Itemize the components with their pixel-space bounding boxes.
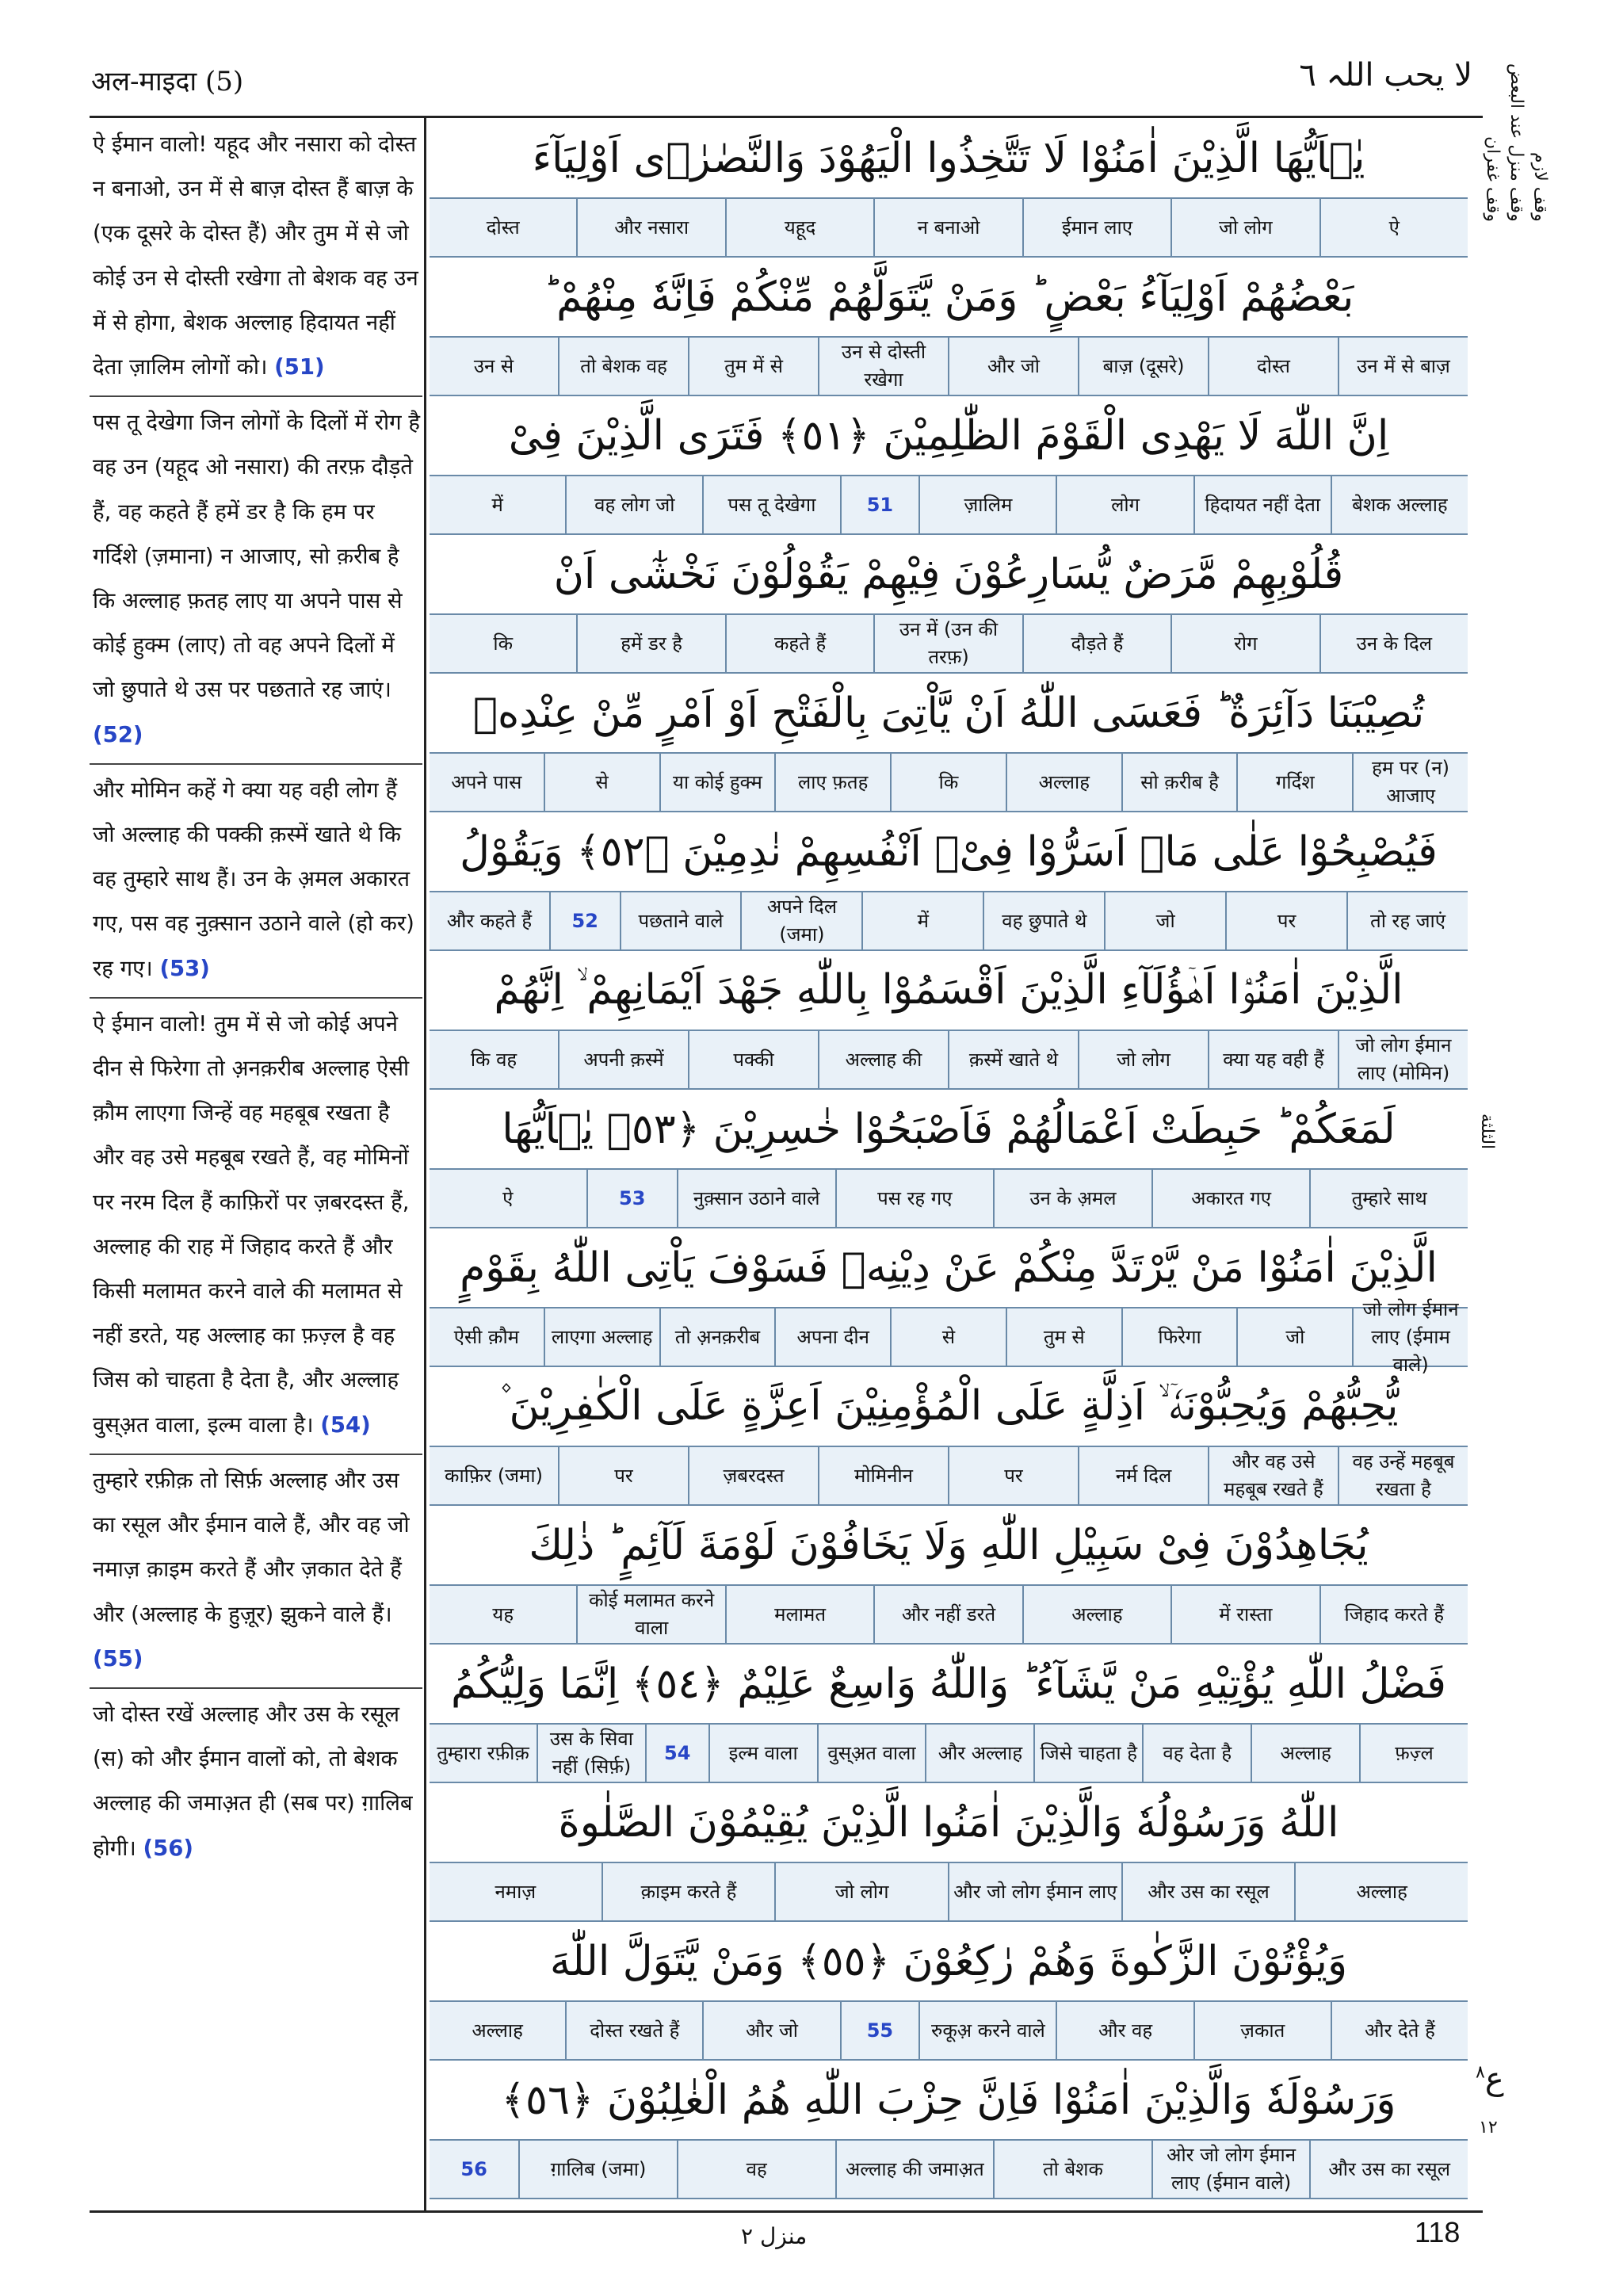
verse-number: (54) [320, 1412, 371, 1438]
word-meaning-cell: सो क़रीब है [1121, 754, 1237, 811]
surah-header: अल-माइदा (5) [91, 66, 244, 97]
verse-number: (53) [159, 955, 210, 981]
word-meaning-cell: क़स्में खाते थे [948, 1031, 1078, 1088]
word-meaning-cell: से [544, 754, 659, 811]
word-meaning-cell: पर [558, 1447, 688, 1504]
word-meaning-cell: वह [677, 2141, 835, 2198]
word-meaning-cell: लाएगा अल्लाह [544, 1308, 659, 1366]
arabic-line: قُلُوْبِهِمْ مَّرَضٌ يُّسَارِعُوْنَ فِيْهِمْ يَقُوْلُوْنَ نَخْشٰٓى اَنْ [553, 550, 1344, 598]
thalatha-mark: الثلثة [1477, 1114, 1497, 1150]
word-meaning-cell: उन से [473, 354, 514, 377]
word-meaning-cell: अकारत गए [1151, 1170, 1310, 1227]
word-meaning-row [430, 475, 1468, 535]
arabic-line: يُجَاهِدُوْنَ فِىْ سَبِيْلِ اللّٰهِ وَلَا يَخَافُوْنَ لَوْمَةَ لَآئِمٍ ؕ ذٰلِكَ [529, 1521, 1369, 1569]
translation-text: तुम्हारे रफ़ीक़ तो सिर्फ़ अल्लाह और उस का रसूल और ईमान वाले हैं, और वह जो नमाज़ क़ाइम करते हैं और ज़कात देते हैं और (अल्लाह के हुज़ूर) झुकने वाले हैं। [93, 1467, 410, 1627]
word-meaning-cell: गर्दिश [1236, 754, 1352, 811]
word-meaning-cell: कोई मलामत करने वाला [576, 1586, 724, 1643]
word-meaning-cell: ज़बरदस्त [688, 1447, 818, 1504]
arabic-line: بَعْضُهُمْ اَوْلِيَآءُ بَعْضٍ ؕ وَمَنْ يَّتَوَلَّهُمْ مِّنْكُمْ فَاِنَّهٗ مِنْهُمْ ؕ [543, 273, 1354, 321]
word-meaning-cell: वुस्अ़त वाला [817, 1725, 926, 1782]
word-meaning-cell: तो बेशक वह [558, 338, 688, 395]
word-meaning-cell: और उस का रसूल [1309, 2141, 1468, 2198]
word-meaning-cell: अपने पास [451, 770, 522, 793]
word-meaning-cell: लाए फ़तह [774, 754, 890, 811]
word-meaning-cell: से [890, 1308, 1006, 1366]
word-meaning-cell: कि वह [470, 1048, 517, 1071]
word-meaning-cell: में रास्ता [1170, 1586, 1319, 1643]
word-meaning-row [430, 2000, 1468, 2061]
translation-text: पस तू देखेगा जिन लोगों के दिलों में रोग है वह उन (यहूद ओ नसारा) की तरफ़ दौड़ते हैं, वह कहते हैं हमें डर है कि हम पर गर्दिशे (ज़माना) न आजाए, सो क़रीब है कि अल्लाह फ़तह लाए या अपने पास से कोई हुक्म (लाए) तो वह अपने दिलों में जो छुपाते थे उस पर पछताते रह जाएं। [93, 410, 420, 703]
word-meaning-cell: पस रह गए [835, 1170, 994, 1227]
word-meaning-cell: और जो [948, 338, 1078, 395]
word-meaning-cell: उन के दिल [1319, 615, 1468, 672]
word-meaning-cell: नर्म दिल [1078, 1447, 1208, 1504]
word-meaning-cell: क़ाइम करते हैं [601, 1863, 775, 1920]
word-meaning-cell: पस तू देखेगा [702, 476, 839, 533]
word-meaning-cell: रोग [1170, 615, 1319, 672]
word-meaning-cell: जो लोग [774, 1863, 948, 1920]
word-meaning-cell: बाज़ (दूसरे) [1078, 338, 1208, 395]
word-meaning-cell: 55 [840, 2002, 919, 2059]
word-meaning-row [430, 1723, 1468, 1783]
arabic-line: يُّحِبُّهُمْ وَيُحِبُّوْنَهٗۤ ۙ اَذِلَّةٍ عَلَى الْمُؤْمِنِيْنَ اَعِزَّةٍ عَلَى الْكٰفِرِيْنَ ۫ [498, 1382, 1399, 1430]
arabic-line: تُصِيْبَنَا دَآئِرَةٌ ؕ فَعَسَى اللّٰهُ اَنْ يَّاْتِىَ بِالْفَتْحِ اَوْ اَمْرٍ مِّنْ عِنْدِهٖ [472, 689, 1425, 737]
word-meaning-row [430, 1168, 1468, 1228]
word-meaning-cell: उन के अ़मल [993, 1170, 1151, 1227]
translation-paragraph [90, 1689, 422, 1877]
word-meaning-cell: ज़कात [1193, 2002, 1331, 2059]
word-meaning-cell: और जो [702, 2002, 839, 2059]
word-meaning-cell: और नसारा [576, 199, 724, 256]
word-meaning-cell: नमाज़ [495, 1880, 537, 1903]
word-meaning-cell: अपना दीन [774, 1308, 890, 1366]
word-meaning-cell: में [491, 493, 503, 516]
word-meaning-row [430, 613, 1468, 674]
arabic-line: لَمَعَكُمْ ؕ حَبِطَتْ اَعْمَالُهُمْ فَاَصْبَحُوْا خٰسِرِيْنَ ﴿٥٣﴾ يٰۤاَيُّهَا [502, 1105, 1396, 1153]
word-meaning-row [430, 752, 1468, 812]
verse-number: (56) [143, 1835, 193, 1861]
word-meaning-cell: और वह उसे महबूब रखते हैं [1208, 1447, 1338, 1504]
word-meaning-cell: वह उन्हें महबूब रखता है [1338, 1447, 1468, 1504]
waqf-note: وقف غفران [1483, 136, 1503, 222]
word-meaning-cell: कि [890, 754, 1006, 811]
arabic-line: وَرَسُوْلَهٗ وَالَّذِيْنَ اٰمَنُوْا فَاِنَّ حِزْبَ اللّٰهِ هُمُ الْغٰلِبُوْنَ ﴿٥٦﴾ [501, 2076, 1396, 2124]
translation-text: और मोमिन कहें गे क्या यह वही लोग हैं जो अल्लाह की पक्की क़स्में खाते थे कि वह तुम्हारे साथ हैं। उन के अ़मल अकारत गए, पस वह नुक़्सान उठाने वाले (हो कर) रह गए। [93, 777, 414, 981]
word-meaning-row [430, 1030, 1468, 1090]
word-meaning-cell: हम पर (न) आजाए [1352, 754, 1468, 811]
word-meaning-cell: 56 [460, 2157, 487, 2180]
word-meaning-row [430, 1862, 1468, 1922]
waqf-notes [1480, 63, 1552, 222]
ruku-letter: ع [1484, 2061, 1504, 2097]
word-meaning-cell: अल्लाह [472, 2019, 523, 2042]
word-meaning-cell: और वह [1056, 2002, 1193, 2059]
translation-paragraph [90, 119, 422, 397]
word-meaning-cell: फिरेगा [1121, 1308, 1237, 1366]
word-meaning-cell: अपने दिल (जमा) [740, 892, 861, 949]
word-meaning-cell: तो रह जाएं [1346, 892, 1468, 949]
manzil-label: منزل ٢ [741, 2223, 808, 2249]
word-meaning-row [430, 2139, 1468, 2199]
page-number: 118 [1415, 2216, 1461, 2248]
verse-number: (52) [93, 721, 143, 747]
word-meaning-cell: वह देता है [1142, 1725, 1251, 1782]
word-meaning-cell: दोस्त [1208, 338, 1338, 395]
word-meaning-cell: 52 [549, 892, 620, 949]
word-meaning-cell: ऐ [1319, 199, 1468, 256]
translation-paragraph [90, 1455, 422, 1689]
word-meaning-cell: पर [1225, 892, 1346, 949]
arabic-line: الَّذِيْنَ اٰمَنُوْۤا اَهٰۤؤُلَآءِ الَّذِيْنَ اَقْسَمُوْا بِاللّٰهِ جَهْدَ اَيْمَانِهِمْ ۙ اِنَّهُمْ [494, 966, 1403, 1014]
translation-text: जो दोस्त रखें अल्लाह और उस के रसूल (स) को और ईमान वालों को, तो बेशक अल्लाह की जमाअ़त ही (सब पर) ग़ालिब होगी। [93, 1701, 413, 1861]
word-meaning-cell: जो लोग [1078, 1031, 1208, 1088]
translation-paragraph [90, 765, 422, 999]
column-divider [424, 116, 426, 2210]
word-meaning-cell: जिसे चाहता है [1033, 1725, 1142, 1782]
translation-text: ऐ ईमान वालो! यहूद और नसारा को दोस्त न बनाओ, उन में से बाज़ दोस्त हैं बाज़ के (एक दूसरे के दोस्त हैं) और तुम में से जो कोई उन से दोस्ती रखेगा तो बेशक वह उन में से होगा, बेशक अल्लाह हिदायत नहीं देता ज़ालिम लोगों को। [93, 132, 418, 380]
word-meaning-cell: यहूद [725, 199, 873, 256]
word-meaning-cell: नुक़्सान उठाने वाले [677, 1170, 835, 1227]
word-meaning-cell: कि [493, 632, 514, 655]
word-meaning-cell: तुम से [1006, 1308, 1121, 1366]
word-meaning-cell: उन से दोस्ती रखेगा [818, 338, 948, 395]
word-meaning-cell: जो [1104, 892, 1225, 949]
word-meaning-row [430, 1297, 1468, 1376]
word-meaning-cell: तो अ़नक़रीब [659, 1308, 775, 1366]
word-meaning-cell: वह छुपाते थे [983, 892, 1104, 949]
word-meaning-cell: जो लोग ईमान लाए (ईमाम वाले) [1352, 1308, 1468, 1366]
word-meaning-cell: दोस्त रखते हैं [565, 2002, 702, 2059]
word-meaning-row [430, 1584, 1468, 1645]
word-meaning-cell: ग़ालिब (जमा) [518, 2141, 677, 2198]
word-meaning-cell: ऐसी क़ौम [453, 1325, 520, 1348]
translation-paragraph [90, 999, 422, 1455]
word-meaning-cell: या कोई हुक्म [659, 754, 775, 811]
arabic-line: فَيُصْبِحُوْا عَلٰى مَاۤ اَسَرُّوْا فِىْۤ اَنْفُسِهِمْ نٰدِمِيْنَ ﴿٥٢﴾ وَيَقُوْلُ [460, 827, 1438, 876]
word-meaning-row [430, 891, 1468, 951]
word-meaning-cell: जो [1236, 1308, 1352, 1366]
word-meaning-cell: पक्की [688, 1031, 818, 1088]
word-meaning-cell: यह [492, 1603, 514, 1626]
ruku-number: ٨ [1476, 2062, 1485, 2083]
word-meaning-cell: कहते हैं [725, 615, 873, 672]
word-meaning-cell: और उस का रसूल [1121, 1863, 1295, 1920]
word-meaning-cell: इल्म वाला [708, 1725, 817, 1782]
word-meaning-cell: हिदायत नहीं देता [1193, 476, 1331, 533]
word-meaning-cell: तुम्हारे साथ [1309, 1170, 1468, 1227]
word-meaning-cell: ओर जो लोग ईमान लाए (ईमान वाले) [1151, 2141, 1310, 2198]
arabic-line: وَيُؤْتُوْنَ الزَّكٰوةَ وَهُمْ رٰكِعُوْنَ ﴿٥٥﴾ وَمَنْ يَّتَوَلَّ اللّٰهَ [549, 1937, 1348, 1985]
word-meaning-cell: काफ़िर (जमा) [445, 1464, 543, 1487]
word-meaning-cell: अल्लाह [1251, 1725, 1359, 1782]
word-meaning-cell: लोग [1056, 476, 1193, 533]
word-meaning-cell: ईमान लाए [1022, 199, 1170, 256]
word-meaning-cell: मलामत [725, 1586, 873, 1643]
word-meaning-cell: क्या यह वही हैं [1208, 1031, 1338, 1088]
word-meaning-cell: तो बेशक [993, 2141, 1151, 2198]
ruku-mark [1476, 2061, 1504, 2097]
word-meaning-cell: ऐ [502, 1186, 514, 1209]
word-meaning-cell: 53 [586, 1170, 677, 1227]
word-meaning-cell: पछताने वाले [620, 892, 741, 949]
word-meaning-cell: ज़ालिम [918, 476, 1056, 533]
word-meaning-cell: अल्लाह [1022, 1586, 1170, 1643]
arabic-line: يٰۤاَيُّهَا الَّذِيْنَ اٰمَنُوْا لَا تَتَّخِذُوا الْيَهُوْدَ وَالنَّصٰرٰۤى اَوْلِيَآءَ [532, 134, 1365, 182]
word-meaning-cell: और नहीं डरते [873, 1586, 1022, 1643]
word-meaning-row [430, 336, 1468, 396]
word-meaning-cell: अपनी क़स्में [558, 1031, 688, 1088]
translation-text: ऐ ईमान वालो! तुम में से जो कोई अपने दीन से फिरेगा तो अ़नक़रीब अल्लाह ऐसी क़ौम लाएगा जिन्हें वह महबूब रखता है और वह उसे महबूब रखते हैं, वह मोमिनों पर नरम दिल हैं काफ़िरों पर ज़बरदस्त हैं, अल्लाह की राह में जिहाद करते हैं और किसी मलामत करने वाले की मलामत से नहीं डरते, यह अल्लाह का फ़ज़्ल है वह जिस को चाहता है देता है, और अल्लाह वुस्अ़त वाला, इल्म वाला है। [93, 1010, 410, 1438]
word-meaning-cell: अल्लाह की [818, 1031, 948, 1088]
verse-number: (55) [93, 1645, 143, 1671]
word-meaning-cell: तुम्हारा रफ़ीक़ [437, 1741, 529, 1764]
word-meaning-cell: उन में से बाज़ [1338, 338, 1468, 395]
word-meaning-cell: दोस्त [486, 216, 520, 239]
word-meaning-cell: बेशक अल्लाह [1331, 476, 1468, 533]
word-meaning-cell: अल्लाह [1294, 1863, 1468, 1920]
arabic-line: اللّٰهُ وَرَسُوْلُهٗ وَالَّذِيْنَ اٰمَنُوا الَّذِيْنَ يُقِيْمُوْنَ الصَّلٰوةَ [558, 1798, 1339, 1847]
waqf-note: وقف منزل عند البعض [1507, 63, 1526, 222]
word-meaning-cell: उन में (उन की तरफ़) [873, 615, 1022, 672]
translation-column [90, 119, 422, 2208]
verse-number: (51) [274, 354, 325, 380]
word-meaning-cell: फ़ज़्ल [1359, 1725, 1468, 1782]
word-meaning-cell: 51 [840, 476, 919, 533]
ruku-sub: ١٢ [1479, 2118, 1498, 2137]
word-meaning-cell: तुम में से [688, 338, 818, 395]
waqf-note: وقف لازم [1530, 152, 1550, 222]
juz-header: لا یحب اللہ ٦ [1299, 57, 1472, 94]
word-meaning-cell: और जो लोग ईमान लाए [948, 1863, 1121, 1920]
arabic-column [430, 119, 1468, 2199]
word-meaning-cell: 54 [645, 1725, 708, 1782]
word-meaning-cell: रुकूअ़ करने वाले [918, 2002, 1056, 2059]
word-meaning-cell: हमें डर है [576, 615, 724, 672]
arabic-line: اِنَّ اللّٰهَ لَا يَهْدِى الْقَوْمَ الظّٰلِمِيْنَ ﴿٥١﴾ فَتَرَى الَّذِيْنَ فِىْ [508, 411, 1389, 460]
word-meaning-row [430, 1446, 1468, 1506]
word-meaning-cell: जो लोग [1170, 199, 1319, 256]
word-meaning-cell: जो लोग ईमान लाए (मोमिन) [1338, 1031, 1468, 1088]
translation-paragraph [90, 397, 422, 765]
word-meaning-cell: न बनाओ [873, 199, 1022, 256]
word-meaning-cell: दौड़ते हैं [1022, 615, 1170, 672]
word-meaning-cell: पर [948, 1447, 1078, 1504]
word-meaning-cell: और कहते हैं [446, 909, 533, 932]
arabic-line: الَّذِيْنَ اٰمَنُوْا مَنْ يَّرْتَدَّ مِنْكُمْ عَنْ دِيْنِهٖ فَسَوْفَ يَاْتِى اللّٰهُ بِقَوْمٍ [460, 1244, 1438, 1292]
word-meaning-row [430, 197, 1468, 258]
word-meaning-cell: वह लोग जो [565, 476, 702, 533]
word-meaning-cell: में [861, 892, 983, 949]
word-meaning-cell: जिहाद करते हैं [1319, 1586, 1468, 1643]
arabic-line: فَضْلُ اللّٰهِ يُؤْتِيْهِ مَنْ يَّشَآءُ ؕ وَاللّٰهُ وَاسِعٌ عَلِيْمٌ ﴿٥٤﴾ اِنَّمَا وَلِيُّكُمُ [451, 1660, 1446, 1708]
word-meaning-cell: उस के सिवा नहीं (सिर्फ़) [537, 1725, 645, 1782]
word-meaning-cell: मोमिनीन [818, 1447, 948, 1504]
word-meaning-cell: और देते हैं [1331, 2002, 1468, 2059]
word-meaning-cell: अल्लाह [1006, 754, 1121, 811]
word-meaning-cell: और अल्लाह [925, 1725, 1033, 1782]
word-meaning-cell: अल्लाह की जमाअ़त [835, 2141, 994, 2198]
